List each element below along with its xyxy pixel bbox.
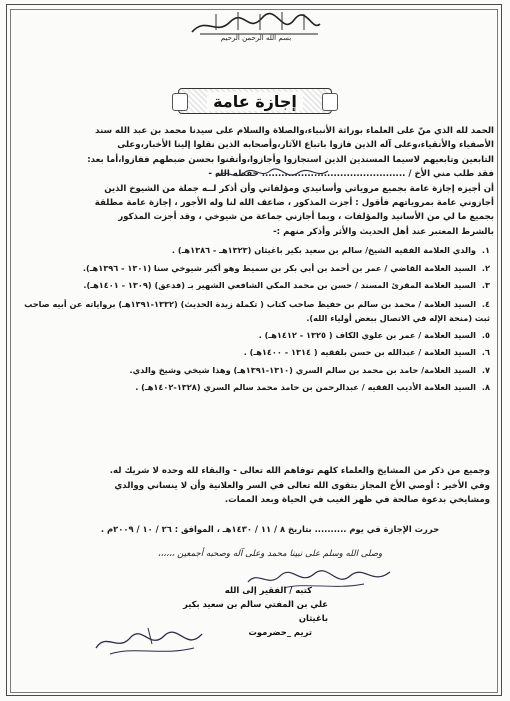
- cartouche-right-cap: [322, 93, 338, 111]
- intro-line: التابعين وتابعيهم لاسيما المسندين الذين استجازوا وأجازوا،وأتقنوا بحسن ضبطهم ففازوا،أما بعد:: [87, 154, 494, 165]
- teachers-list: [24, 244, 490, 399]
- closing-paragraph: [24, 464, 490, 508]
- basmala-calligraphy: [186, 6, 326, 42]
- list-item: ٥.السيد العلامة / عمر بن علوي الكاف ( ١٣٢٥ - ١٤١٢هـ) .: [258, 329, 490, 340]
- list-item: ٨.السيد العلامة الأديب الفقيه / عبدالرحمن بن حامد محمد سالم السري (١٣٢٨-١٤٠٢هـ) .: [135, 382, 490, 392]
- handwritten-name: [212, 165, 332, 183]
- date-line: حررت الإجازة في يوم .......... بتاريخ ٨ / ١١ / ١٤٣٠هـ ، الموافق : ٢٦ / ١٠ / ٢٠٠٩م .: [100, 524, 440, 534]
- intro-line: أن أجيزه إجازة عامة بجميع مروياتي وأسانيدي ومؤلفاتي وأن أذكر لــه جملة من الشيوخ الذين: [104, 183, 494, 194]
- list-item: ٣.السيد العلامة المقرئ المسند / حسن بن محمد المكي الشافعي الشهير بـ (فدعق) (١٣٠٩ - ١٤٠١هـ).: [83, 280, 490, 290]
- signer-name: علي بن المفتي سالم بن سعيد بكير باغيثان: [183, 599, 328, 623]
- list-item: ٦.السيد العلامة / عبدالله بن حسن بلفقيه ( ١٣١٤ - ١٤٠٠هـ) .: [243, 347, 490, 357]
- list-item: ١.والدي العلامة الفقيه الشيخ/ سالم بن سعيد بكير باغيثان (١٣٢٣هـ - ١٣٨٦هـ) .: [171, 245, 490, 255]
- intro-line: الحمد لله الذي منّ على العلماء بوراثة الأنبياء،والصلاة والسلام على سيدنا محمد بن عبد الله سند: [95, 126, 494, 136]
- intro-line: الأصفياء والأتقياء،وعلى آله الذين فازوا باتباع الآثار،وأصحابه الذين نقلوا إلينا الأخبار،وعلى: [117, 140, 494, 151]
- title-cartouche: [178, 88, 332, 114]
- list-item: ٧.السيد العلامة/ حامد بن محمد بن سالم السري (١٣١٠-١٣٩١هـ) وهذا شيخي وشيخ والدي.: [129, 364, 490, 375]
- intro-line: بجميع ما لي من الأسانيد والمؤلفات ، وبما أجازني جماعة من شيوخي ، وقد أجزت المذكور: [118, 212, 494, 223]
- signer-line: كتبه / الفقير إلى الله: [224, 585, 312, 595]
- intro-line: بالشرط المعتبر عند أهل الحديث والأثر وأذكر منهم :-: [273, 226, 494, 237]
- signer-place: تريم _حضرموت: [248, 627, 312, 637]
- closing-line: وجميع من ذكر من المشايخ والعلماء كلهم توفاهم الله تعالى - والبقاء لله وحده لا شريك له.: [109, 466, 490, 476]
- list-item: ٢.السيد العلامة القاضي / عمر بن أحمد بن أبي بكر بن سميط وهو أكبر شيوخي سنا (١٣٠١ - ١٣٩٦هـ).: [82, 262, 490, 273]
- closing-line: ومشايخي بدعوة صالحة في ظهر الغيب في الحياة وبعد الممات.: [224, 495, 490, 505]
- closing-line: وفي الأخير : أوصي الأخ المجاز بتقوى الله تعالى في السر والعلانية وأن لا ينساني ووالدي: [114, 480, 490, 491]
- page-title: إجازة عامة: [207, 92, 303, 111]
- intro-line: فقد طلب مني الأخ / ............................................ حفظه الله -: [208, 169, 494, 180]
- handwritten-signature: [90, 624, 210, 658]
- intro-line: أجازوني عامة بمروياتهم فأقول : أجزت المذكور ، ضاعف الله لنا وله الأجور ، إجازة عامة مطلقة: [94, 198, 494, 209]
- cartouche-left-cap: [172, 93, 188, 111]
- list-item: ٤.السيد العلامة / محمد بن سالم بن حفيظ صاحب كتاب ( تكملة زبدة الحديث) (١٣٣٢-١٣٩١هـ) برواياته عن أبيه صاحب ثبت (منحة الإله في الاتصال ببعض أولياء الله).: [24, 298, 490, 323]
- basmala-text: بسم الله الرحمن الرحيم: [220, 34, 292, 42]
- salawat-line: وصلى الله وسلم على نبينا محمد وعلى آله وصحبه أجمعين ،،،،،،: [157, 549, 383, 559]
